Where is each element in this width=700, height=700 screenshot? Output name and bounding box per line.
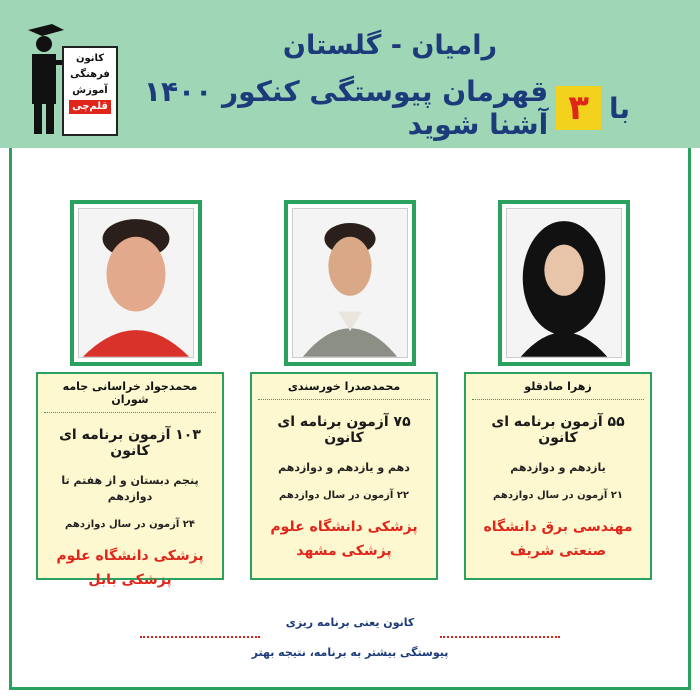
final-year-exams: ۲۲ آزمون در سال دوازدهم bbox=[279, 490, 409, 501]
slogan-primary: کانون یعنی برنامه ریزی bbox=[285, 616, 415, 629]
student-name: محمدصدرا خورسندی bbox=[258, 380, 430, 400]
kanoon-logo bbox=[16, 16, 120, 140]
person-silhouette-icon bbox=[507, 209, 621, 357]
student-photo-2 bbox=[292, 208, 408, 358]
champion-count-badge: ۳ bbox=[556, 86, 601, 130]
graduate-figure-icon bbox=[22, 24, 64, 136]
subtitle-line bbox=[115, 75, 630, 141]
divider-left bbox=[140, 636, 260, 638]
student-card-2 bbox=[250, 372, 438, 580]
divider-right bbox=[440, 636, 560, 638]
person-silhouette-icon bbox=[79, 209, 193, 357]
exam-count: ۱۰۳ آزمون برنامه ای کانون bbox=[59, 427, 201, 459]
logo-text-4: قلم‌چی bbox=[69, 100, 111, 114]
page-title: رامیان - گلستان bbox=[282, 30, 498, 61]
grade-range: دهم و یازدهم و دوازدهم bbox=[278, 461, 410, 474]
slogan-secondary: پیوستگی بیشتر به برنامه، نتیجه بهتر bbox=[251, 646, 449, 659]
university-admission: پزشکی دانشگاه علوم پزشکی بابل bbox=[56, 548, 204, 588]
grade-range: پنجم دبستان و از هفتم تا دوازدهم bbox=[61, 474, 199, 503]
logo-board bbox=[62, 46, 118, 136]
student-name: محمدجواد خراسانی جامه شوران bbox=[44, 380, 216, 413]
person-silhouette-icon bbox=[293, 209, 407, 357]
portrait-frame-2 bbox=[284, 200, 416, 366]
logo-text-2: فرهنگی bbox=[70, 69, 110, 80]
student-name: زهرا صادقلو bbox=[472, 380, 644, 400]
subtitle-prefix: با bbox=[608, 91, 630, 125]
university-admission: مهندسی برق دانشگاه صنعتی شریف bbox=[483, 519, 633, 559]
final-year-exams: ۲۱ آزمون در سال دوازدهم bbox=[493, 490, 623, 501]
portrait-frame-1 bbox=[498, 200, 630, 366]
subtitle-suffix: قهرمان پیوستگی کنکور ۱۴۰۰ آشنا شوید bbox=[143, 75, 549, 141]
student-card-1 bbox=[464, 372, 652, 580]
exam-count: ۵۵ آزمون برنامه ای کانون bbox=[491, 414, 625, 446]
final-year-exams: ۲۴ آزمون در سال دوازدهم bbox=[65, 519, 195, 530]
student-photo-3 bbox=[78, 208, 194, 358]
logo-text-1: کانون bbox=[75, 53, 105, 64]
student-photo-1 bbox=[506, 208, 622, 358]
logo-text-3: آموزش bbox=[72, 85, 108, 96]
university-admission: پزشکی دانشگاه علوم پزشکی مشهد bbox=[270, 519, 418, 559]
grade-range: یازدهم و دوازدهم bbox=[510, 461, 606, 474]
exam-count: ۷۵ آزمون برنامه ای کانون bbox=[277, 414, 411, 446]
student-card-3 bbox=[36, 372, 224, 588]
portrait-frame-3 bbox=[70, 200, 202, 366]
